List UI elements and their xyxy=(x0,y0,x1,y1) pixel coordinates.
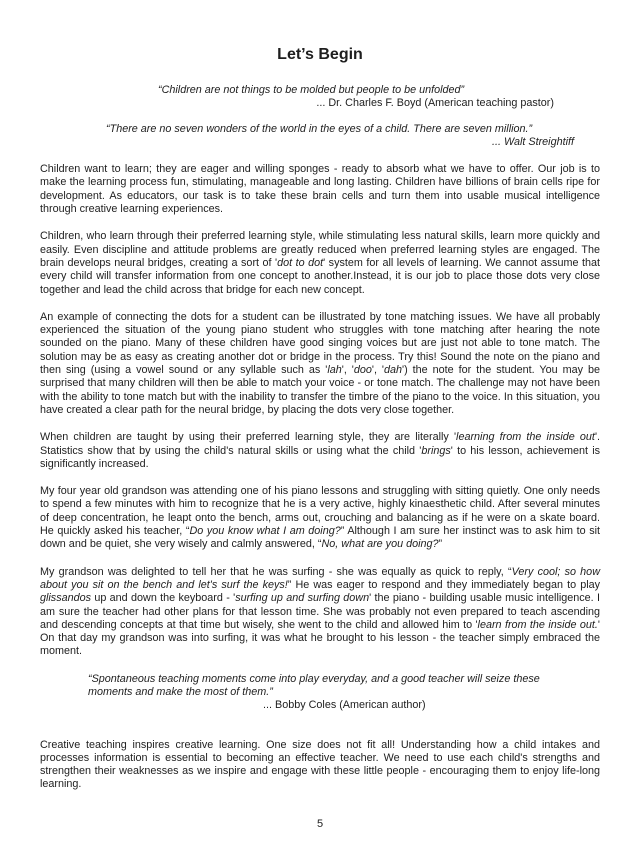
paragraph-learning-from-inside-out: When children are taught by using their preferred learning style, they are literally 'learning from the inside out'. Statistics show that by using the child's natural skills or using what the child 'brings' to his lesson, achievement is significantly increased. xyxy=(40,431,600,470)
paragraph-grandson-piano-lesson: My four year old grandson was attending one of his piano lessons and struggling with sitting quietly. One only needs to spend a few minutes with him to recognize that he is a very active, highly kinaesthetic child. After several minutes of deep concentration, he leapt onto the bench, arms out, crouching and balancing as if he were on a skate board. He quickly asked his teacher, “Do you know what I am doing?” Although I am sure her instinct was to ask him to sit down and be quiet, she very wisely and calmly answered, “No, what are you doing?” xyxy=(40,485,600,551)
paragraph-tone-matching-example: An example of connecting the dots for a student can be illustrated by tone matching issues. We have all probably experienced the situation of the young piano student who struggles with tone matching after hearing the note sounded on the piano. Many of these children have good singing voices but are just not able to tone match. The solution may be as easy as creating another dot or bridge in the process. Try this! Sound the note on the piano and then sing (using a vowel sound or any syllable such as 'lah', 'doo', 'dah') the note for the student. You may be surprised that many children will then be able to match your voice - or tone match. The challenge may not have been with the ability to tone match but with the inability to transfer the timbre of the piano to the voice. In this situation, you have created a clear path for the neural bridge, by placing the dots very close together. xyxy=(40,310,601,416)
epigraph-boyd-attribution: ... Dr. Charles F. Boyd (American teaching pastor) xyxy=(316,97,554,110)
epigraph-streightiff-attribution: ... Walt Streightiff xyxy=(491,135,574,148)
paragraph-preferred-learning-style: Children, who learn through their preferred learning style, while stimulating less natural skills, learn more quickly and easily. Even discipline and attitude problems are greatly reduced when preferred learning styles are engaged. The brain develops neural bridges, creating a sort of 'dot to dot' system for all levels of learning. We cannot assume that every child will transfer information from one concept to another.Instead, it is our job to place those dots very close together and lead the child across that bridge for each new concept. xyxy=(40,230,600,296)
epigraph-coles-quote: “Spontaneous teaching moments come into play everyday, and a good teacher will seize these moments and make the most of them.” xyxy=(88,672,540,698)
epigraph-coles xyxy=(88,673,572,713)
epigraph-coles-attribution: ... Bobby Coles (American author) xyxy=(263,699,426,712)
paragraph-children-want-to-learn: Children want to learn; they are eager and willing sponges - ready to absorb what we have to offer. Our job is to make the learning process fun, stimulating, manageable and long lasting. Children have billions of brain cells ripe for development. As educators, our task is to take these brain cells and turn them into usable musical intelligence through creative learning experiences. xyxy=(40,163,600,216)
paragraph-creative-teaching: Creative teaching inspires creative learning. One size does not fit all! Understanding how a child intakes and processes information is essential to becoming an effective teacher. We need to use each child's strengths and strengthen their weaknesses as we inspire and engage with these little people - encouraging them to enjoy life-long learning. xyxy=(40,738,600,791)
paragraph-grandson-surfing: My grandson was delighted to tell her that he was surfing - she was equally as quick to reply, “Very cool; so how about you sit on the bench and let's surf the keys!” He was eager to respond and they immediately began to play glissandos up and down the keyboard - 'surfing up and surfing down' the piano - building usable music intelligence. I am sure the teacher had other plans for that lesson time. She was probably not even prepared to teach ascending and descending concepts at that time but wisely, she went to the child and allowed him to 'learn from the inside out.' On that day my grandson was into surfing, it was what he brought to his lesson - the teacher simply embraced the moment. xyxy=(40,565,600,658)
page-title: Let’s Begin xyxy=(277,46,363,63)
epigraph-boyd xyxy=(40,84,600,111)
epigraph-boyd-quote: “Children are not things to be molded but people to be unfolded” xyxy=(158,84,465,96)
epigraph-streightiff-quote: “There are no seven wonders of the world in the eyes of a child. There are seven million.” xyxy=(106,122,533,135)
epigraph-streightiff xyxy=(40,123,600,150)
page-number: 5 xyxy=(316,817,324,830)
